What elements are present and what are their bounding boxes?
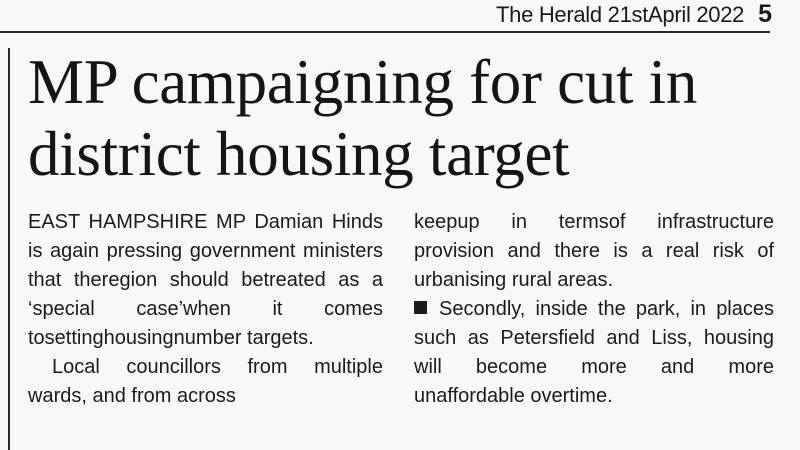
article-headline: MP campaigning for cut in district housing target [28, 47, 698, 189]
page-number: 5 [758, 0, 772, 28]
lead-paragraph: EAST HAMPSHIRE MP Damian Hinds is again pressing government ministers that theregion should betreated as a ‘special case’when it comes tosettinghousingnumber targets. [28, 211, 383, 349]
square-bullet-icon [414, 301, 427, 314]
body-paragraph: Local councillors from multiple wards, and from across [28, 356, 383, 407]
article-column-right [414, 208, 774, 411]
publication-date: The Herald 21stApril 2022 [496, 2, 745, 27]
continued-paragraph: keepup in termsof infrastructure provision and there is a real risk of urbanising rural areas. [414, 211, 774, 291]
page-header [496, 0, 772, 28]
article-column-left [28, 208, 383, 411]
bullet-paragraph [414, 295, 774, 411]
header-rule [0, 31, 770, 33]
column-rule [8, 48, 10, 450]
bullet-text: Secondly, inside the park, in places such as Petersfield and Liss, housing will become more and more unaffordable overtime. [414, 298, 774, 407]
